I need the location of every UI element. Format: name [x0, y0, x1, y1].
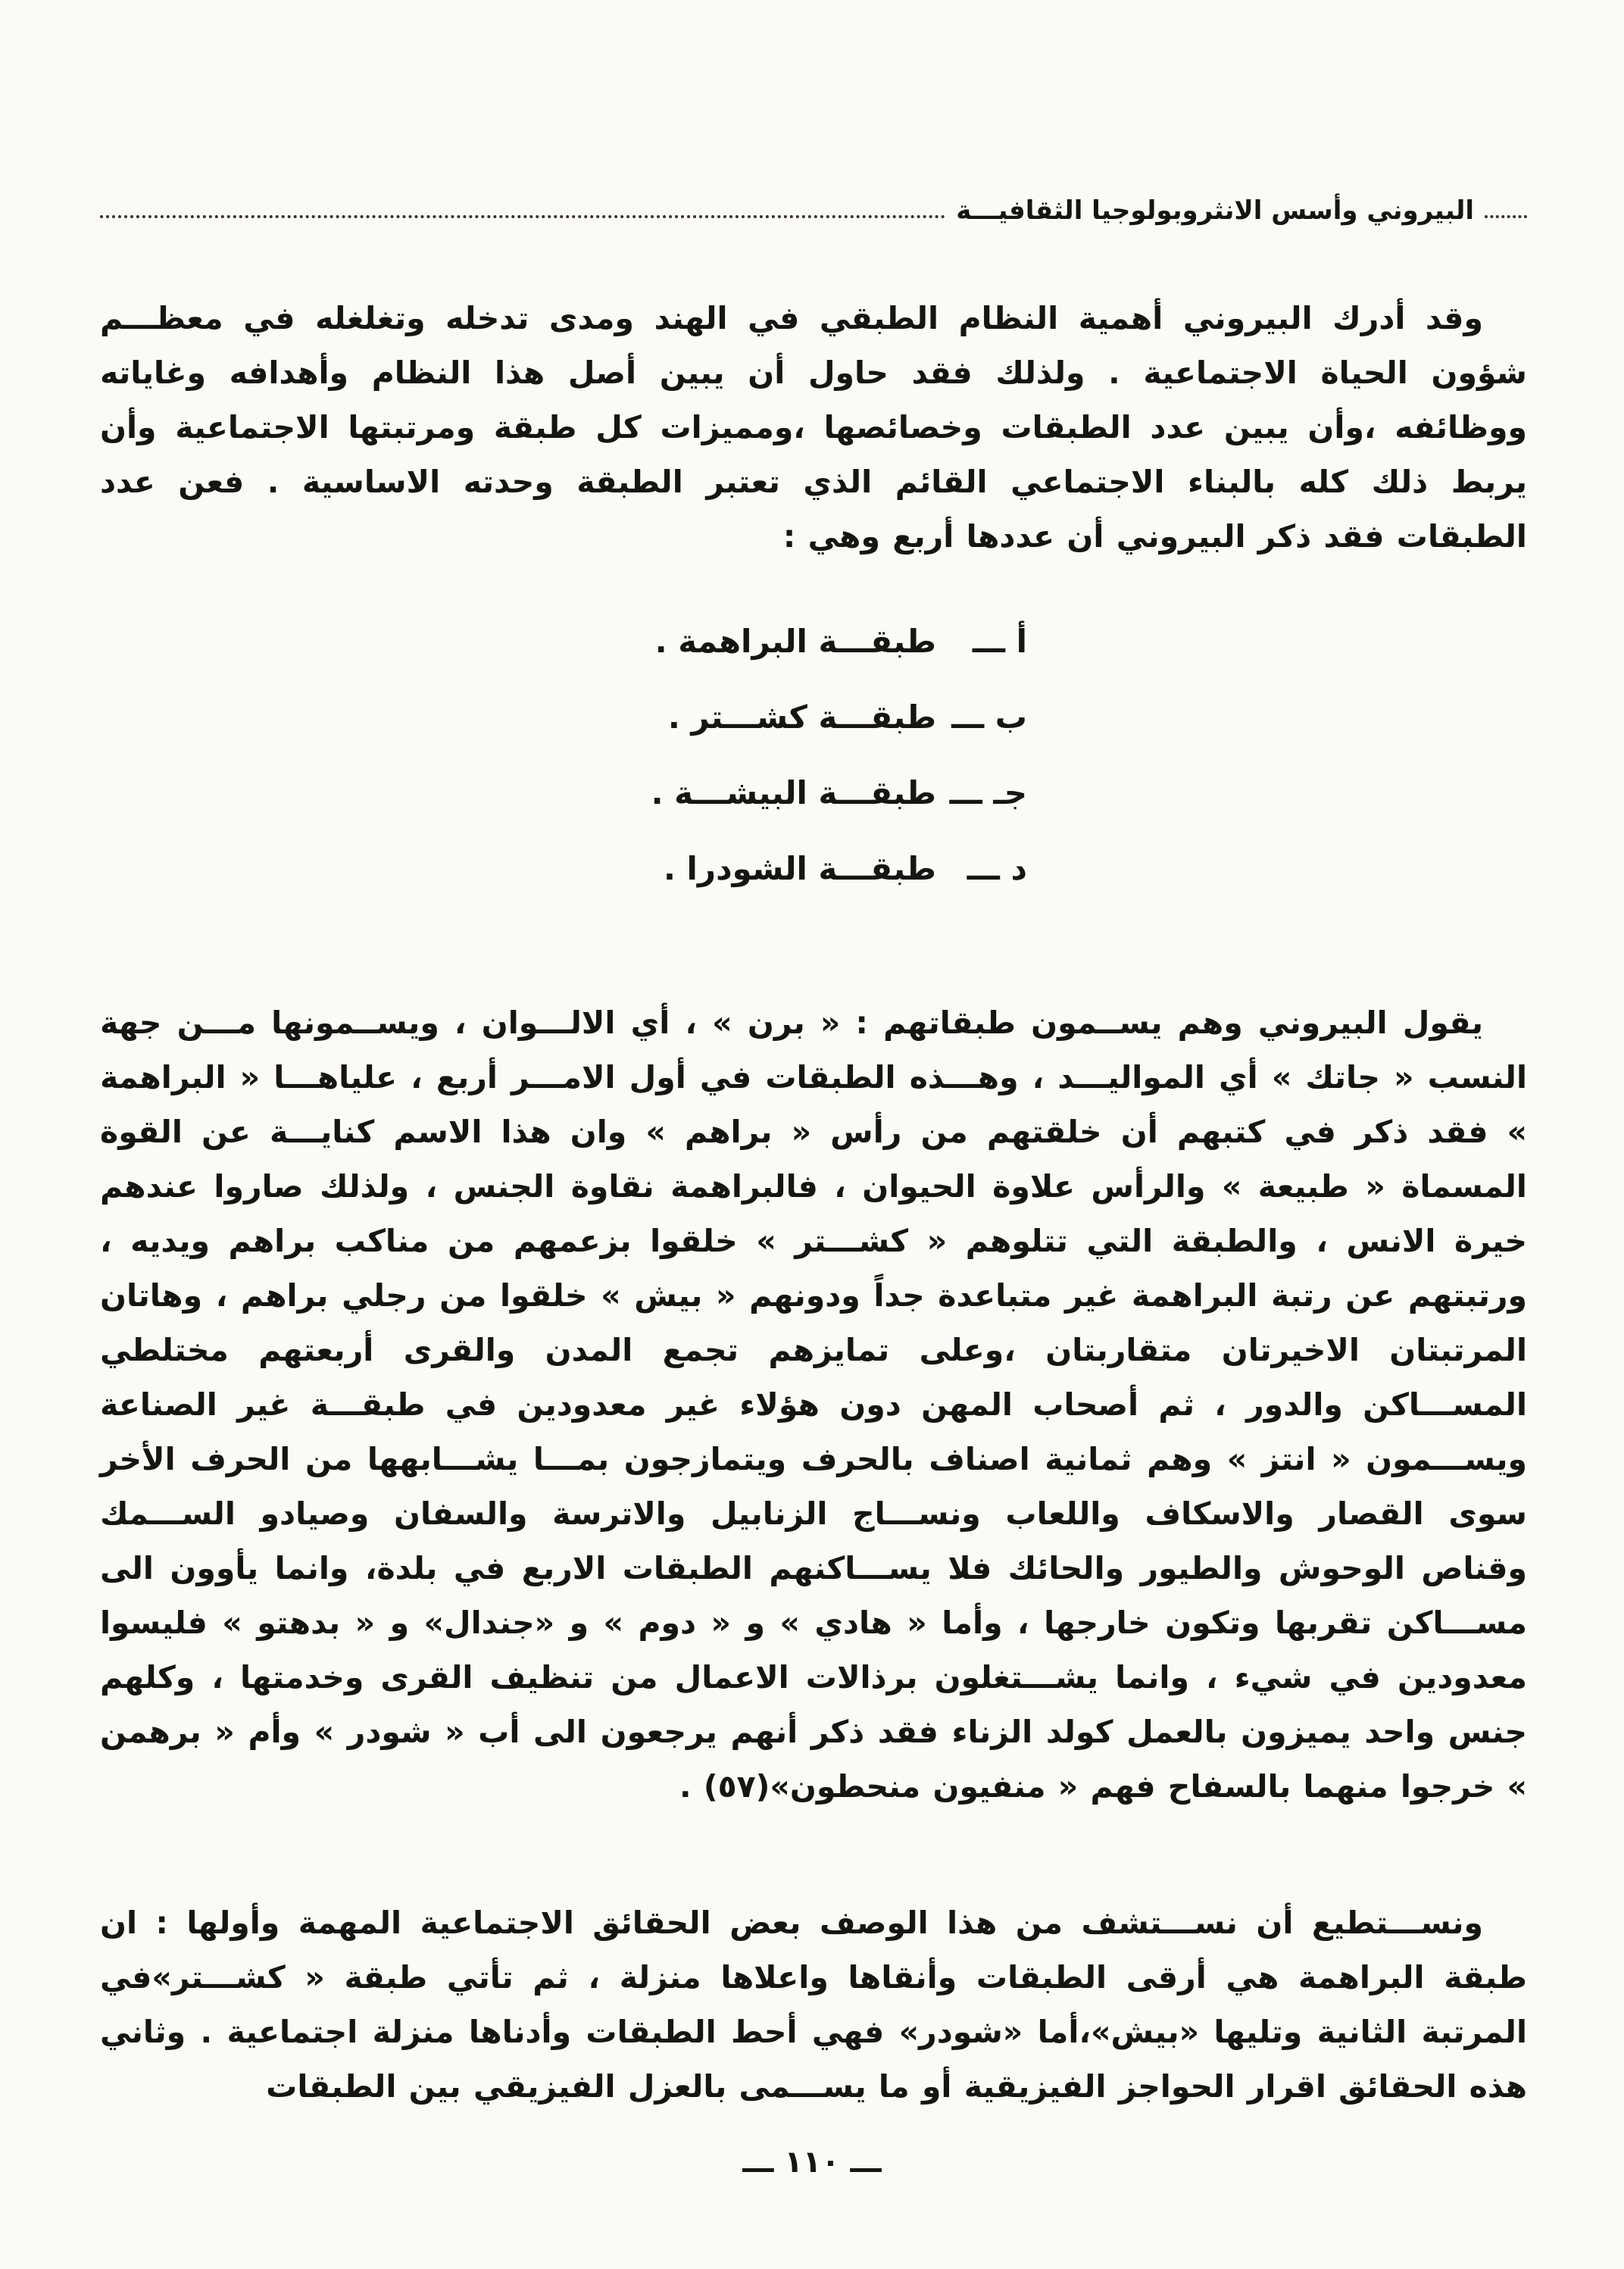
list-item-text: طبقـــة الشودرا . — [663, 850, 936, 887]
list-item-marker: جـ ـــ — [949, 774, 1027, 811]
list-item-text: طبقـــة كشـــتر . — [667, 699, 936, 736]
paragraph-analysis: ونســـتطيع أن نســـتشف من هذا الوصف بعض الحقائق الاجتماعية المهمة وأولها : ان طبقة البراهمة هي أرقى الطبقات وأنقاها واعلاها منزلة ، ثم تأتي طبقة « كشـــتر»في المرتبة الثانية وتليها «بيش»،أما «شودر» فهي أحط الطبقات وأدناها منزلة اجتماعية . وثاني هذه الحقائق اقرار الحواجز الفيزيقية أو ما يســـمى بالعزل الفيزيقي بين الطبقات — [100, 1905, 1527, 2105]
page-footer — [0, 2145, 1624, 2180]
list-item-marker: أ ـــ — [972, 623, 1027, 660]
running-head-title: البيروني وأسس الانثروبولوجيا الثقافيـــة — [956, 195, 1474, 226]
list-item — [100, 623, 1027, 699]
caste-list — [100, 623, 1527, 926]
list-item — [100, 774, 1027, 850]
paragraph-biruni-quote: يقول البيروني وهم يســمون طبقاتهم : « برن » ، أي الالـــوان ، ويســمونها مـــن جهة النسب « جاتك » أي المواليـــد ، وهـــذه الطبقات في أول الامـــر أربع ، علياهـــا « البراهمة » فقد ذكر في كتبهم أن خلقتهم من رأس « براهم » وان هذا الاسم كنايـــة عن القوة المسماة « طبيعة » والرأس علاوة الحيوان ، فالبراهمة نقاوة الجنس ، ولذلك صاروا عندهم خيرة الانس ، والطبقة التي تتلوهم « كشـــتر » خلقوا بزعمهم من مناكب براهم ويديه ، ورتبتهم عن رتبة البراهمة غير متباعدة جداً ودونهم « بيش » خلقوا من رجلي براهم ، وهاتان المرتبتان الاخيرتان متقاربتان ،وعلى تمايزهم تجمع المدن والقرى أربعتهم مختلطي المســـاكن والدور ، ثم أصحاب المهن دون هؤلاء غير معدودين في طبقـــة غير الصناعة ويســـمون « انتز » وهم ثمانية اصناف بالحرف ويتمازجون بمـــا يشـــابهها من الحرف الأخر سوى القصار والاسكاف واللعاب ونســـاج الزنابيل والاترسة والسفان وصيادو الســـمك وقناص الوحوش والطيور والحائك فلا يســـاكنهم الطبقات الاربع في بلدة، وانما يأوون الى مســـاكن تقربها وتكون خارجها ، وأما « هادي » و « دوم » و «جندال» و « بدهتو » فليسوا معدودين في شيء ، وانما يشـــتغلون برذالات الاعمال من تنظيف القرى وخدمتها ، وكلهم جنس واحد يميزون بالعمل كولد الزناء فقد ذكر أنهم يرجعون الى أب « شودر » وأم « برهمن » خرجوا منهما بالسفاح فهم « منفيون منحطون»(٥٧) . — [100, 1005, 1527, 1805]
paragraph-intro: وقد أدرك البيروني أهمية النظام الطبقي في الهند ومدى تدخله وتغلغله في معظـــم شؤون الحياة الاجتماعية . ولذلك فقد حاول أن يبين أصل هذا النظام وأهدافه وغاياته ووظائفه ،وأن يبين عدد الطبقات وخصائصها ،ومميزات كل طبقة ومرتبتها الاجتماعية وأن يربط ذلك كله بالبناء الاجتماعي القائم الذي تعتبر الطبقة وحدته الاساسية . فعن عدد الطبقات فقد ذكر البيروني أن عددها أربع وهي : — [100, 300, 1527, 555]
page-header — [100, 195, 1527, 226]
header-dotted-rule-left — [100, 215, 945, 218]
header-dotted-rule-right — [1485, 215, 1527, 218]
list-item — [100, 699, 1027, 774]
list-item-marker: د ـــ — [967, 850, 1027, 887]
list-item — [100, 850, 1027, 926]
list-item-marker: ب ـــ — [951, 699, 1027, 736]
list-item-text: طبقـــة البيشـــة . — [651, 774, 936, 811]
page-number: ـــ ١١٠ ـــ — [742, 2145, 882, 2180]
list-item-text: طبقـــة البراهمة . — [654, 623, 936, 660]
